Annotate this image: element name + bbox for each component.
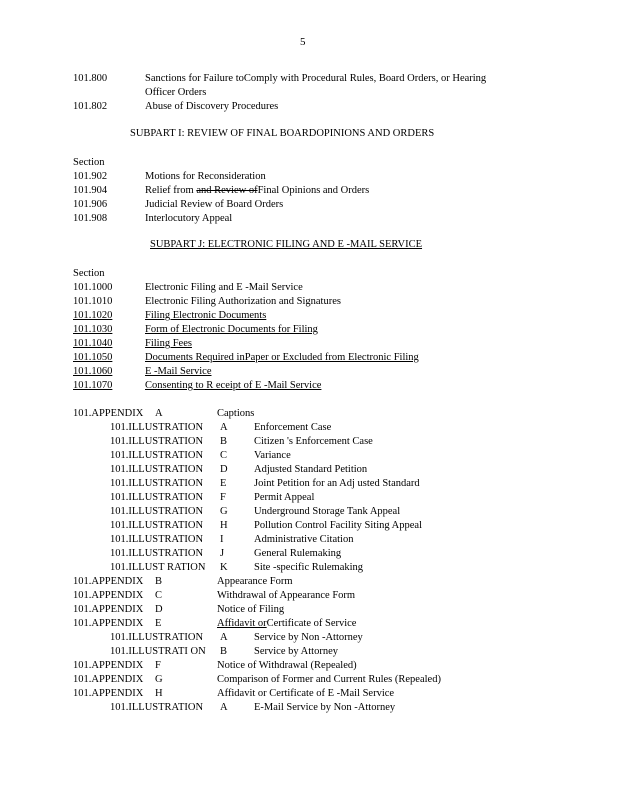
section-title: Judicial Review of Board Orders — [145, 199, 284, 210]
appendix-letter: A — [155, 408, 163, 419]
section-title: Motions for Reconsideration — [145, 171, 266, 182]
appendix-title: Notice of Filing — [217, 604, 285, 615]
subpart-i-heading: SUBPART I: REVIEW OF FINAL BOARDOPINIONS AND ORDERS — [130, 128, 435, 139]
appendix-letter: B — [155, 576, 163, 587]
illustration-title: Site -specific Rulemaking — [254, 562, 364, 573]
appendix-number: 101.APPENDIX — [73, 674, 144, 685]
illustration-letter: B — [220, 646, 228, 657]
section-title: Consenting to R eceipt of E -Mail Service — [145, 380, 322, 391]
appendix-title: Affidavit or Certificate of E -Mail Service — [217, 688, 395, 699]
illustration-number: 101.ILLUSTRATION — [110, 548, 204, 559]
section-title: Electronic Filing and E -Mail Service — [145, 282, 303, 293]
section-title: Filing Electronic Documents — [145, 310, 267, 321]
section-number: 101.908 — [73, 213, 108, 224]
appendix-letter: C — [155, 590, 163, 601]
subpart-j-heading: SUBPART J: ELECTRONIC FILING AND E -MAIL SERVICE — [150, 239, 423, 250]
illustration-number: 101.ILLUSTRATION — [110, 506, 204, 517]
section-number: 101.1060 — [73, 366, 113, 377]
appendix-letter: H — [155, 688, 163, 699]
appendix-number: 101.APPENDIX — [73, 660, 144, 671]
section-number: 101.1010 — [73, 296, 113, 307]
appendix-title: Notice of Withdrawal (Repealed) — [217, 660, 357, 671]
illustration-title: Enforcement Case — [254, 422, 332, 433]
illustration-letter: C — [220, 450, 228, 461]
illustration-letter: E — [220, 478, 227, 489]
illustration-number: 101.ILLUSTRATION — [110, 534, 204, 545]
appendix-number: 101.APPENDIX — [73, 576, 144, 587]
appendix-letter: D — [155, 604, 163, 615]
appendix-number: 101.APPENDIX — [73, 604, 144, 615]
section-title: Interlocutory Appeal — [145, 213, 233, 224]
illustration-title: Pollution Control Facility Siting Appeal — [254, 520, 423, 531]
illustration-title: General Rulemaking — [254, 548, 342, 559]
appendix-letter: F — [155, 660, 161, 671]
title-part: Relief from — [145, 185, 197, 196]
illustration-title: Adjusted Standard Petition — [254, 464, 368, 475]
title-part: Certificate of Service — [266, 618, 357, 629]
section-number: 101.1040 — [73, 338, 113, 349]
section-number: 101.906 — [73, 199, 108, 210]
section-title: Form of Electronic Documents for Filing — [145, 324, 318, 335]
illustration-number: 101.ILLUSTRATION — [110, 436, 204, 447]
illustration-title: Service by Attorney — [254, 646, 338, 657]
illustration-title: Underground Storage Tank Appeal — [254, 506, 401, 517]
illustration-title: Variance — [254, 450, 291, 461]
struck-text: and Review of — [196, 185, 258, 196]
illustration-letter: F — [220, 492, 226, 503]
illustration-letter: B — [220, 436, 228, 447]
illustration-letter: H — [220, 520, 228, 531]
illustration-number: 101.ILLUSTRATI ON — [110, 646, 206, 657]
illustration-title: E-Mail Service by Non -Attorney — [254, 702, 396, 713]
section-label: Section — [73, 157, 105, 168]
section-number: 101.904 — [73, 185, 108, 196]
illustration-letter: G — [220, 506, 228, 517]
illustration-number: 101.ILLUSTRATION — [110, 464, 204, 475]
illustration-title: Joint Petition for an Adj usted Standard — [254, 478, 420, 489]
illustration-number: 101.ILLUSTRATION — [110, 492, 204, 503]
section-title: Sanctions for Failure toComply with Procedural Rules, Board Orders, or Hearing — [145, 73, 487, 84]
section-title: Filing Fees — [145, 338, 192, 349]
section-title: Electronic Filing Authorization and Signatures — [145, 296, 341, 307]
appendix-number: 101.APPENDIX — [73, 688, 144, 699]
illustration-letter: K — [220, 562, 228, 573]
appendix-title: Withdrawal of Appearance Form — [217, 590, 356, 601]
section-number: 101.800 — [73, 73, 108, 84]
illustration-number: 101.ILLUSTRATION — [110, 478, 204, 489]
section-title: E -Mail Service — [145, 366, 212, 377]
illustration-title: Service by Non -Attorney — [254, 632, 363, 643]
title-part: Final Opinions and Orders — [257, 185, 370, 196]
appendix-number: 101.APPENDIX — [73, 618, 144, 629]
appendix-number: 101.APPENDIX — [73, 408, 144, 419]
section-title: Documents Required inPaper or Excluded from Electronic Filing — [145, 352, 419, 363]
section-number: 101.902 — [73, 171, 108, 182]
section-title — [145, 184, 369, 197]
section-number: 101.1070 — [73, 380, 113, 391]
appendix-letter: E — [155, 618, 162, 629]
illustration-number: 101.ILLUST RATION — [110, 562, 206, 573]
illustration-letter: A — [220, 702, 228, 713]
illustration-letter: A — [220, 632, 228, 643]
illustration-number: 101.ILLUSTRATION — [110, 422, 204, 433]
section-title: Abuse of Discovery Procedures — [145, 101, 279, 112]
appendix-letter: G — [155, 674, 163, 685]
illustration-number: 101.ILLUSTRATION — [110, 520, 204, 531]
section-title-continued: Officer Orders — [145, 87, 207, 98]
illustration-number: 101.ILLUSTRATION — [110, 702, 204, 713]
inserted-text: Affidavit or — [217, 618, 267, 629]
appendix-title: Captions — [217, 408, 255, 419]
illustration-letter: D — [220, 464, 228, 475]
section-number: 101.1020 — [73, 310, 113, 321]
illustration-title: Permit Appeal — [254, 492, 315, 503]
appendix-title — [217, 617, 356, 630]
illustration-title: Citizen 's Enforcement Case — [254, 436, 373, 447]
page-number: 5 — [300, 36, 306, 48]
appendix-title: Comparison of Former and Current Rules (Repealed) — [217, 674, 441, 685]
section-number: 101.802 — [73, 101, 108, 112]
appendix-number: 101.APPENDIX — [73, 590, 144, 601]
illustration-letter: I — [220, 534, 224, 545]
section-number: 101.1000 — [73, 282, 113, 293]
appendix-title: Appearance Form — [217, 576, 293, 587]
section-label: Section — [73, 268, 105, 279]
illustration-number: 101.ILLUSTRATION — [110, 450, 204, 461]
section-number: 101.1050 — [73, 352, 113, 363]
section-number: 101.1030 — [73, 324, 113, 335]
illustration-letter: A — [220, 422, 228, 433]
illustration-title: Administrative Citation — [254, 534, 354, 545]
illustration-number: 101.ILLUSTRATION — [110, 632, 204, 643]
illustration-letter: J — [220, 548, 225, 559]
